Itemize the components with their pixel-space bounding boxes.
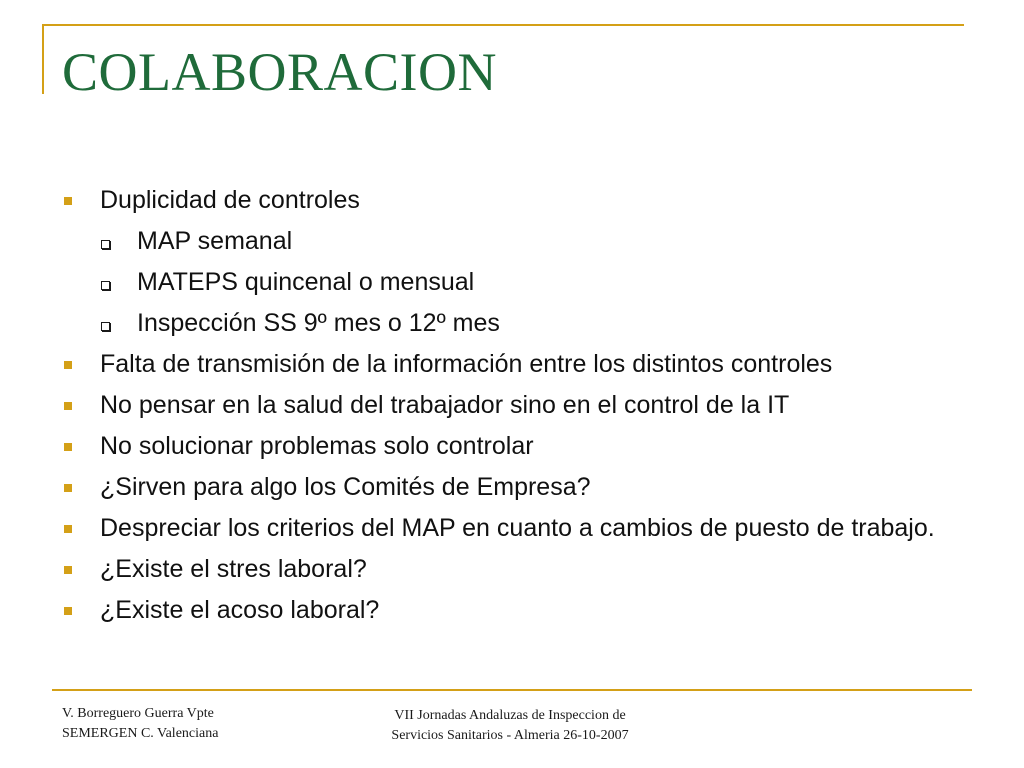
square-bullet-icon	[64, 566, 72, 574]
sub-bullet-item	[0, 307, 957, 340]
bullet-item	[0, 348, 960, 381]
bullet-item	[0, 594, 960, 627]
bullet-text: Falta de transmisión de la información entre los distintos controles	[100, 350, 833, 378]
sub-bullet-text: Inspección SS 9º mes o 12º mes	[137, 309, 500, 337]
bullet-text: No pensar en la salud del trabajador sino en el control de la IT	[100, 391, 790, 419]
sub-bullet-item	[0, 266, 957, 299]
footer-divider	[52, 689, 972, 691]
top-border-line	[42, 24, 964, 26]
square-bullet-icon	[64, 443, 72, 451]
bullet-item	[0, 512, 960, 545]
square-bullet-icon	[64, 402, 72, 410]
bullet-text: Despreciar los criterios del MAP en cuanto a cambios de puesto de trabajo.	[100, 514, 935, 542]
sub-bullet-text: MAP semanal	[137, 227, 293, 255]
square-bullet-icon	[64, 197, 72, 205]
bullet-text: No solucionar problemas solo controlar	[100, 432, 534, 460]
left-border-line	[42, 24, 44, 94]
footer-event-line: VII Jornadas Andaluzas de Inspeccion de	[394, 708, 626, 723]
bullet-text: ¿Sirven para algo los Comités de Empresa?	[100, 473, 591, 501]
footer-author-line: SEMERGEN C. Valenciana	[62, 726, 219, 741]
bullet-text: ¿Existe el stres laboral?	[100, 555, 367, 583]
footer-event-line: Servicios Sanitarios - Almeria 26-10-2007	[391, 728, 629, 743]
slide-title: COLABORACION	[62, 42, 498, 102]
square-bullet-icon	[64, 361, 72, 369]
bullet-text: ¿Existe el acoso laboral?	[100, 596, 380, 624]
hollow-square-bullet-icon	[101, 322, 110, 331]
sub-bullet-item	[0, 225, 957, 258]
bullet-item	[0, 430, 960, 463]
bullet-item	[0, 471, 960, 504]
square-bullet-icon	[64, 525, 72, 533]
bullet-list	[0, 184, 1024, 635]
bullet-item	[0, 184, 960, 217]
hollow-square-bullet-icon	[101, 240, 110, 249]
bullet-item	[0, 553, 960, 586]
sub-bullet-text: MATEPS quincenal o mensual	[137, 268, 475, 296]
bullet-item	[0, 389, 960, 422]
square-bullet-icon	[64, 484, 72, 492]
footer-author	[62, 704, 218, 744]
square-bullet-icon	[64, 607, 72, 615]
hollow-square-bullet-icon	[101, 281, 110, 290]
bullet-text: Duplicidad de controles	[100, 186, 360, 214]
footer-author-line: V. Borreguero Guerra Vpte	[62, 706, 214, 721]
footer-event	[350, 706, 670, 746]
